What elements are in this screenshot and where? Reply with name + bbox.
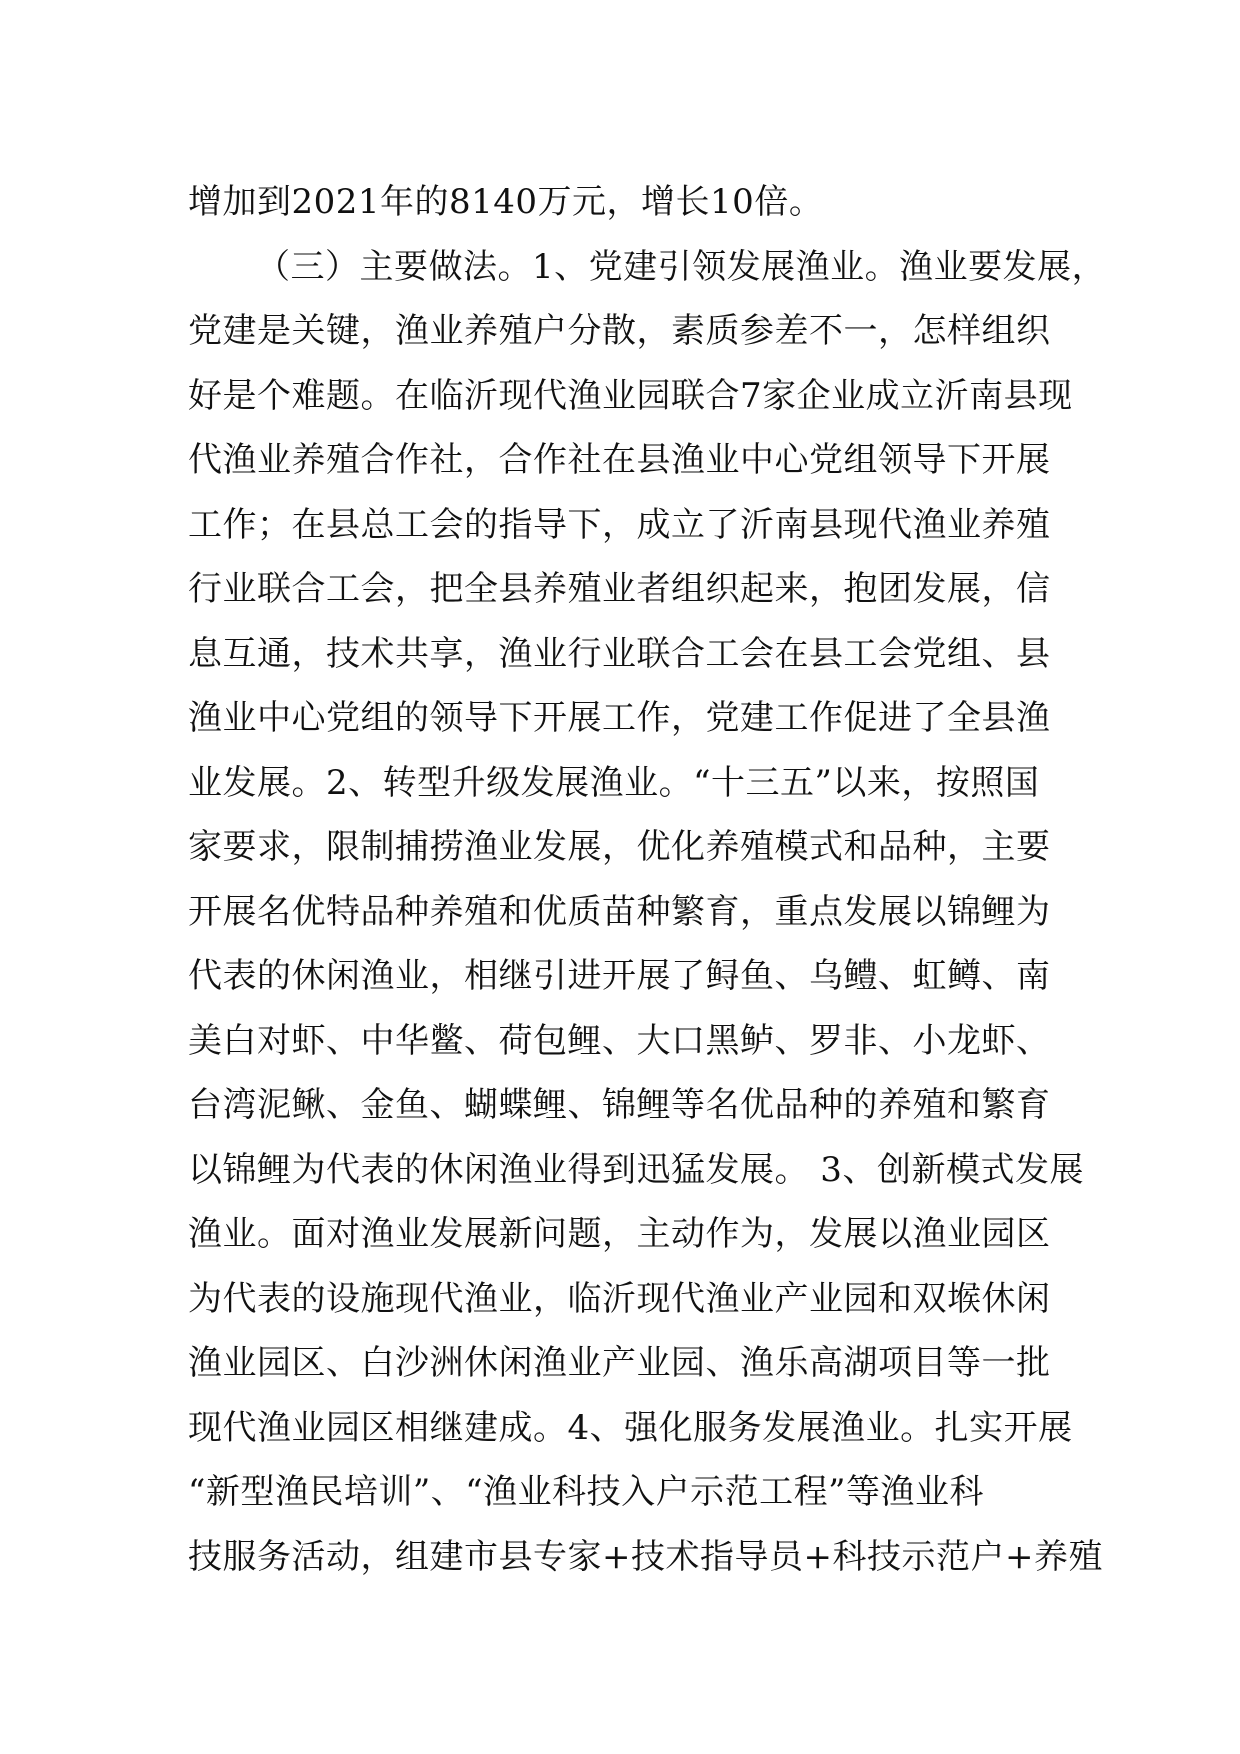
text-line: （三）主要做法。1、党建引领发展渔业。渔业要发展， [256, 246, 1107, 287]
body-text [188, 170, 1107, 1589]
text-line: 台湾泥鳅、金鱼、蝴蝶鲤、锦鲤等名优品种的养殖和繁育 [188, 1085, 1051, 1125]
text-line: 渔业。面对渔业发展新问题，主动作为，发展以渔业园区 [188, 1214, 1051, 1254]
text-line: 美白对虾、中华鳖、荷包鲤、大口黑鲈、罗非、小龙虾、 [188, 1020, 1051, 1061]
text-line: 以锦鲤为代表的休闲渔业得到迅猛发展。 3、创新模式发展 [188, 1149, 1084, 1190]
text-line: 开展名优特品种养殖和优质苗种繁育，重点发展以锦鲤为 [188, 891, 1051, 932]
text-line: 渔业园区、白沙洲休闲渔业产业园、渔乐高湖项目等一批 [188, 1343, 1051, 1383]
text-line: 息互通，技术共享，渔业行业联合工会在县工会党组、县 [188, 633, 1051, 674]
text-line: 技服务活动，组建市县专家+技术指导员+科技示范户+养殖 [188, 1536, 1103, 1577]
text-line: 业发展。2、转型升级发展渔业。“十三五”以来，按照国 [188, 762, 1040, 803]
text-line: 家要求，限制捕捞渔业发展，优化养殖模式和品种，主要 [188, 827, 1051, 867]
text-line: 工作；在县总工会的指导下，成立了沂南县现代渔业养殖 [188, 504, 1051, 545]
text-line: 代表的休闲渔业，相继引进开展了鲟鱼、乌鳢、虹鳟、南 [188, 956, 1051, 996]
text-line: 渔业中心党组的领导下开展工作，党建工作促进了全县渔 [188, 698, 1051, 738]
text-line: 增加到2021年的8140万元，增长10倍。 [188, 182, 824, 222]
text-line: 现代渔业园区相继建成。4、强化服务发展渔业。扎实开展 [188, 1407, 1073, 1448]
text-line: 为代表的设施现代渔业，临沂现代渔业产业园和双堠休闲 [188, 1278, 1051, 1319]
text-line: 党建是关键，渔业养殖户分散，素质参差不一，怎样组织 [188, 311, 1051, 351]
text-line: 行业联合工会，把全县养殖业者组织起来，抱团发展，信 [188, 569, 1051, 609]
text-line: “新型渔民培训”、“渔业科技入户示范工程”等渔业科 [188, 1472, 985, 1512]
text-line: 代渔业养殖合作社，合作社在县渔业中心党组领导下开展 [188, 440, 1051, 480]
text-line: 好是个难题。在临沂现代渔业园联合7家企业成立沂南县现 [188, 375, 1073, 416]
